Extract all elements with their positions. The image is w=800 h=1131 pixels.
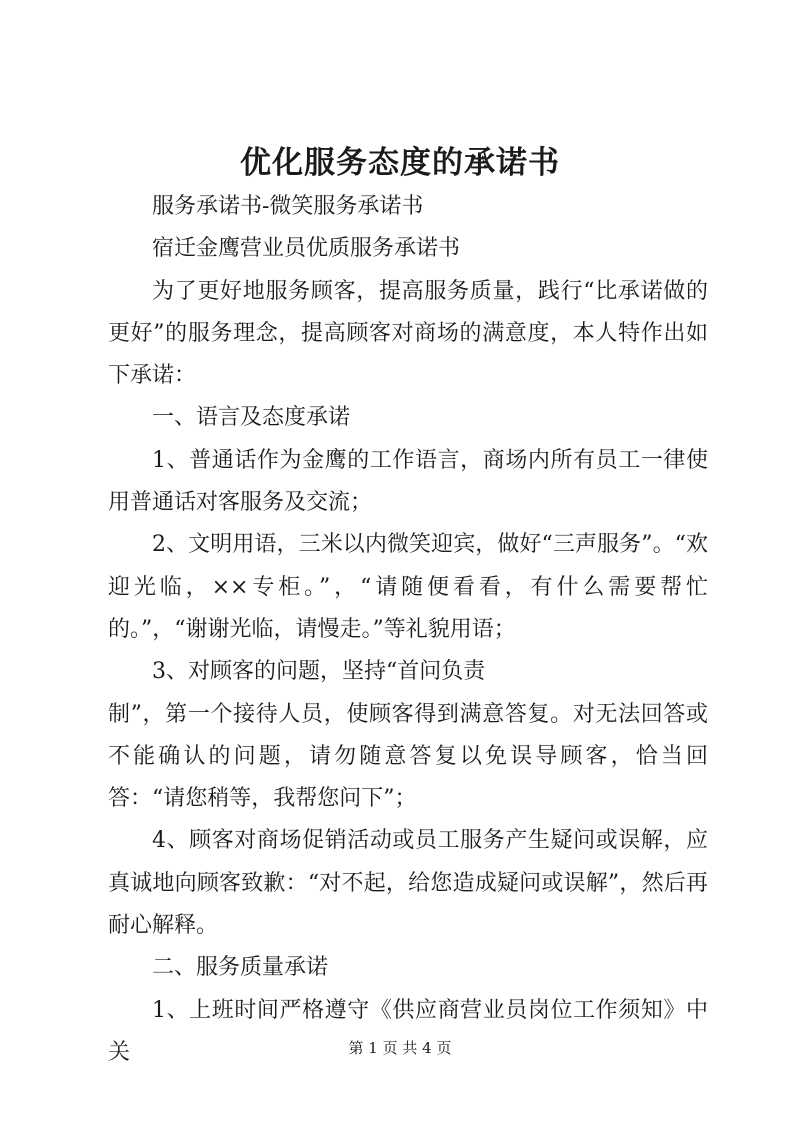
paragraph-subtitle-1: 服务承诺书-微笑服务承诺书 [152, 194, 424, 219]
paragraph-item-3: 3、对顾客的问题，坚持“首问负责 [152, 659, 486, 685]
paragraph-intro: 为了更好地服务顾客，提高服务质量，践行“比承诺做的更好”的服务理念，提高顾客对商场的满意度，本人特作出如下承诺： [108, 278, 708, 389]
document-title: 优化服务态度的承诺书 [240, 145, 560, 181]
paragraph-item-4: 4、顾客对商场促销活动或员工服务产生疑问或误解，应真诚地向顾客致歉：“对不起，给您造成疑问或误解”，然后再耐心解释。 [108, 828, 708, 939]
page-number-footer: 第 1 页 共 4 页 [348, 1039, 452, 1057]
document-body [108, 186, 708, 1074]
section-heading-language: 一、语言及态度承诺 [152, 405, 351, 431]
section-heading-quality: 二、服务质量承诺 [152, 955, 329, 981]
paragraph-item-2: 2、文明用语，三米以内微笑迎宾，做好“三声服务”。“欢迎光临，××专柜。”，“请随便看看，有什么需要帮忙的。”，“谢谢光临，请慢走。”等礼貌用语； [108, 532, 708, 642]
paragraph-quality-item-1: 1、上班时间严格遵守《供应商营业员岗位工作须知》中关 [108, 997, 708, 1065]
paragraph-item-1: 1、普通话作为金鹰的工作语言，商场内所有员工一律使用普通话对客服务及交流； [108, 447, 708, 516]
paragraph-item-3-continued: 制”，第一个接待人员，使顾客得到满意答复。对无法回答或不能确认的问题，请勿随意答复以免误导顾客，恰当回答：“请您稍等，我帮您问下”； [108, 701, 708, 812]
paragraph-subtitle-2: 宿迁金鹰营业员优质服务承诺书 [152, 236, 461, 262]
